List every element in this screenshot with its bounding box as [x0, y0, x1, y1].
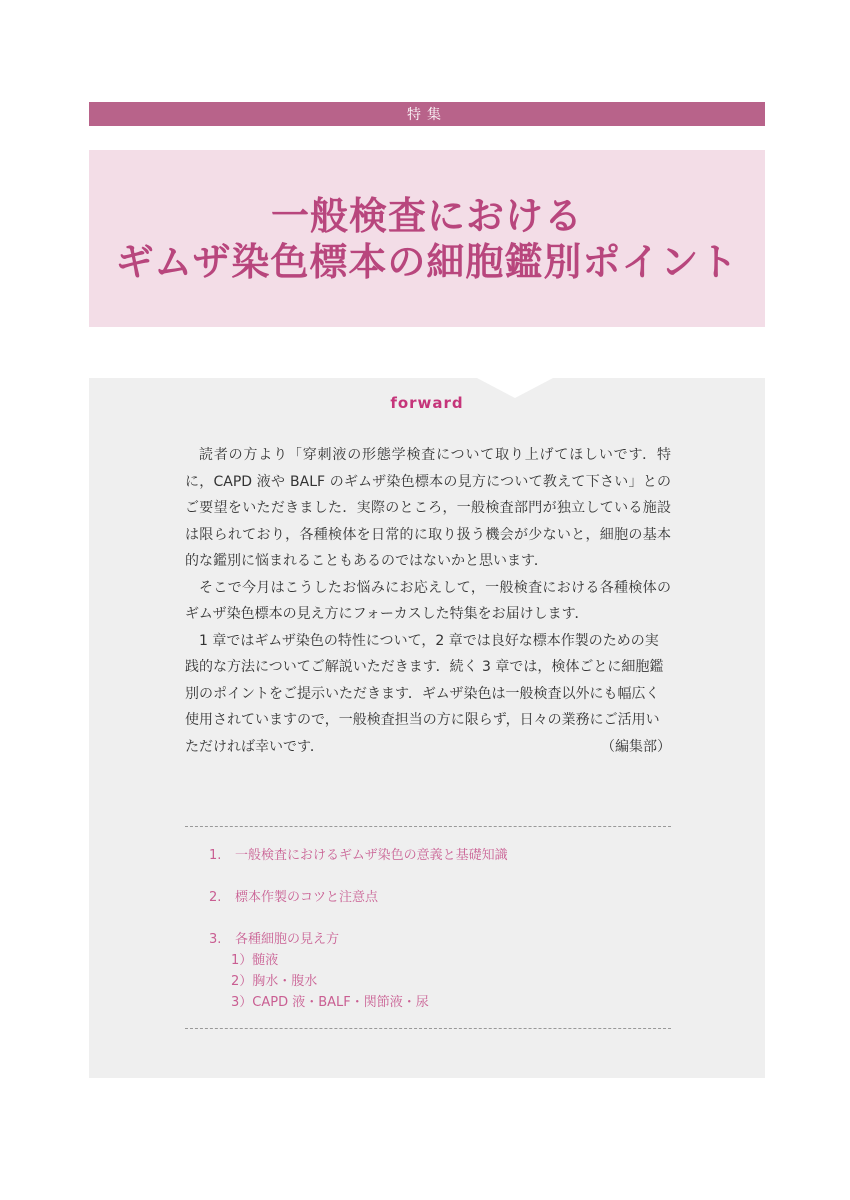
toc-item-label: 標本作製のコツと注意点 [235, 890, 379, 905]
section-label-bar [89, 102, 765, 126]
toc-subitem-3[interactable]: 3）CAPD 液・BALF・関節液・尿 [231, 995, 429, 1010]
forward-paragraph: 1 章ではギムザ染色の特性について，2 章では良好な標本作製のための実践的な方法についてご解説いただきます．続く 3 章では，検体ごとに細胞鑑別のポイントをご提示いただきます．ギムザ染色は一般検査以外にも幅広く使用されていますので，一般検査担当の方に限らず，日々の業務にご活用いただければ幸いです． [185, 632, 664, 755]
section-label: 特集 [407, 107, 447, 123]
forward-panel [89, 378, 765, 1078]
toc-item-label: 一般検査におけるギムザ染色の意義と基礎知識 [235, 848, 508, 863]
divider-bottom [185, 1028, 671, 1029]
toc-item-2[interactable] [209, 888, 669, 908]
toc-subitem-1[interactable]: 1）髄液 [231, 953, 279, 968]
divider-top [185, 826, 671, 827]
forward-paragraph: そこで今月はこうしたお悩みにお応えして，一般検査における各種検体のギムザ染色標本の見え方にフォーカスした特集をお届けします． [185, 579, 671, 622]
forward-heading: forward [390, 394, 464, 412]
toc-item-label: 各種細胞の見え方 [235, 932, 340, 947]
forward-paragraph: 読者の方より「穿刺液の形態学検査について取り上げてほしいです．特に，CAPD 液や BALF のギムザ染色標本の見方について教えて下さい」とのご要望をいただきました．実際のところ，一般検査部門が独立している施設は限られており，各種検体を日常的に取り扱う機会が少ないと，細胞の基本的な鑑別に悩まれることもあるのではないかと思います． [185, 447, 671, 569]
forward-paragraph-last [185, 628, 671, 761]
editor-signature: （編集部） [601, 738, 671, 755]
toc-subitem-2[interactable]: 2）胸水・腹水 [231, 974, 318, 989]
title-banner [89, 150, 765, 327]
toc-item-3[interactable] [209, 930, 669, 950]
toc-item-1[interactable] [209, 846, 669, 866]
title-line-2: ギムザ染色標本の細胞鑑別ポイント [115, 239, 739, 284]
toc-item-number: 1. [209, 848, 222, 863]
table-of-contents [209, 846, 669, 1013]
toc-item-number: 2. [209, 890, 222, 905]
forward-body [185, 442, 671, 760]
title-line-1: 一般検査における [270, 193, 583, 238]
toc-item-number: 3. [209, 932, 222, 947]
